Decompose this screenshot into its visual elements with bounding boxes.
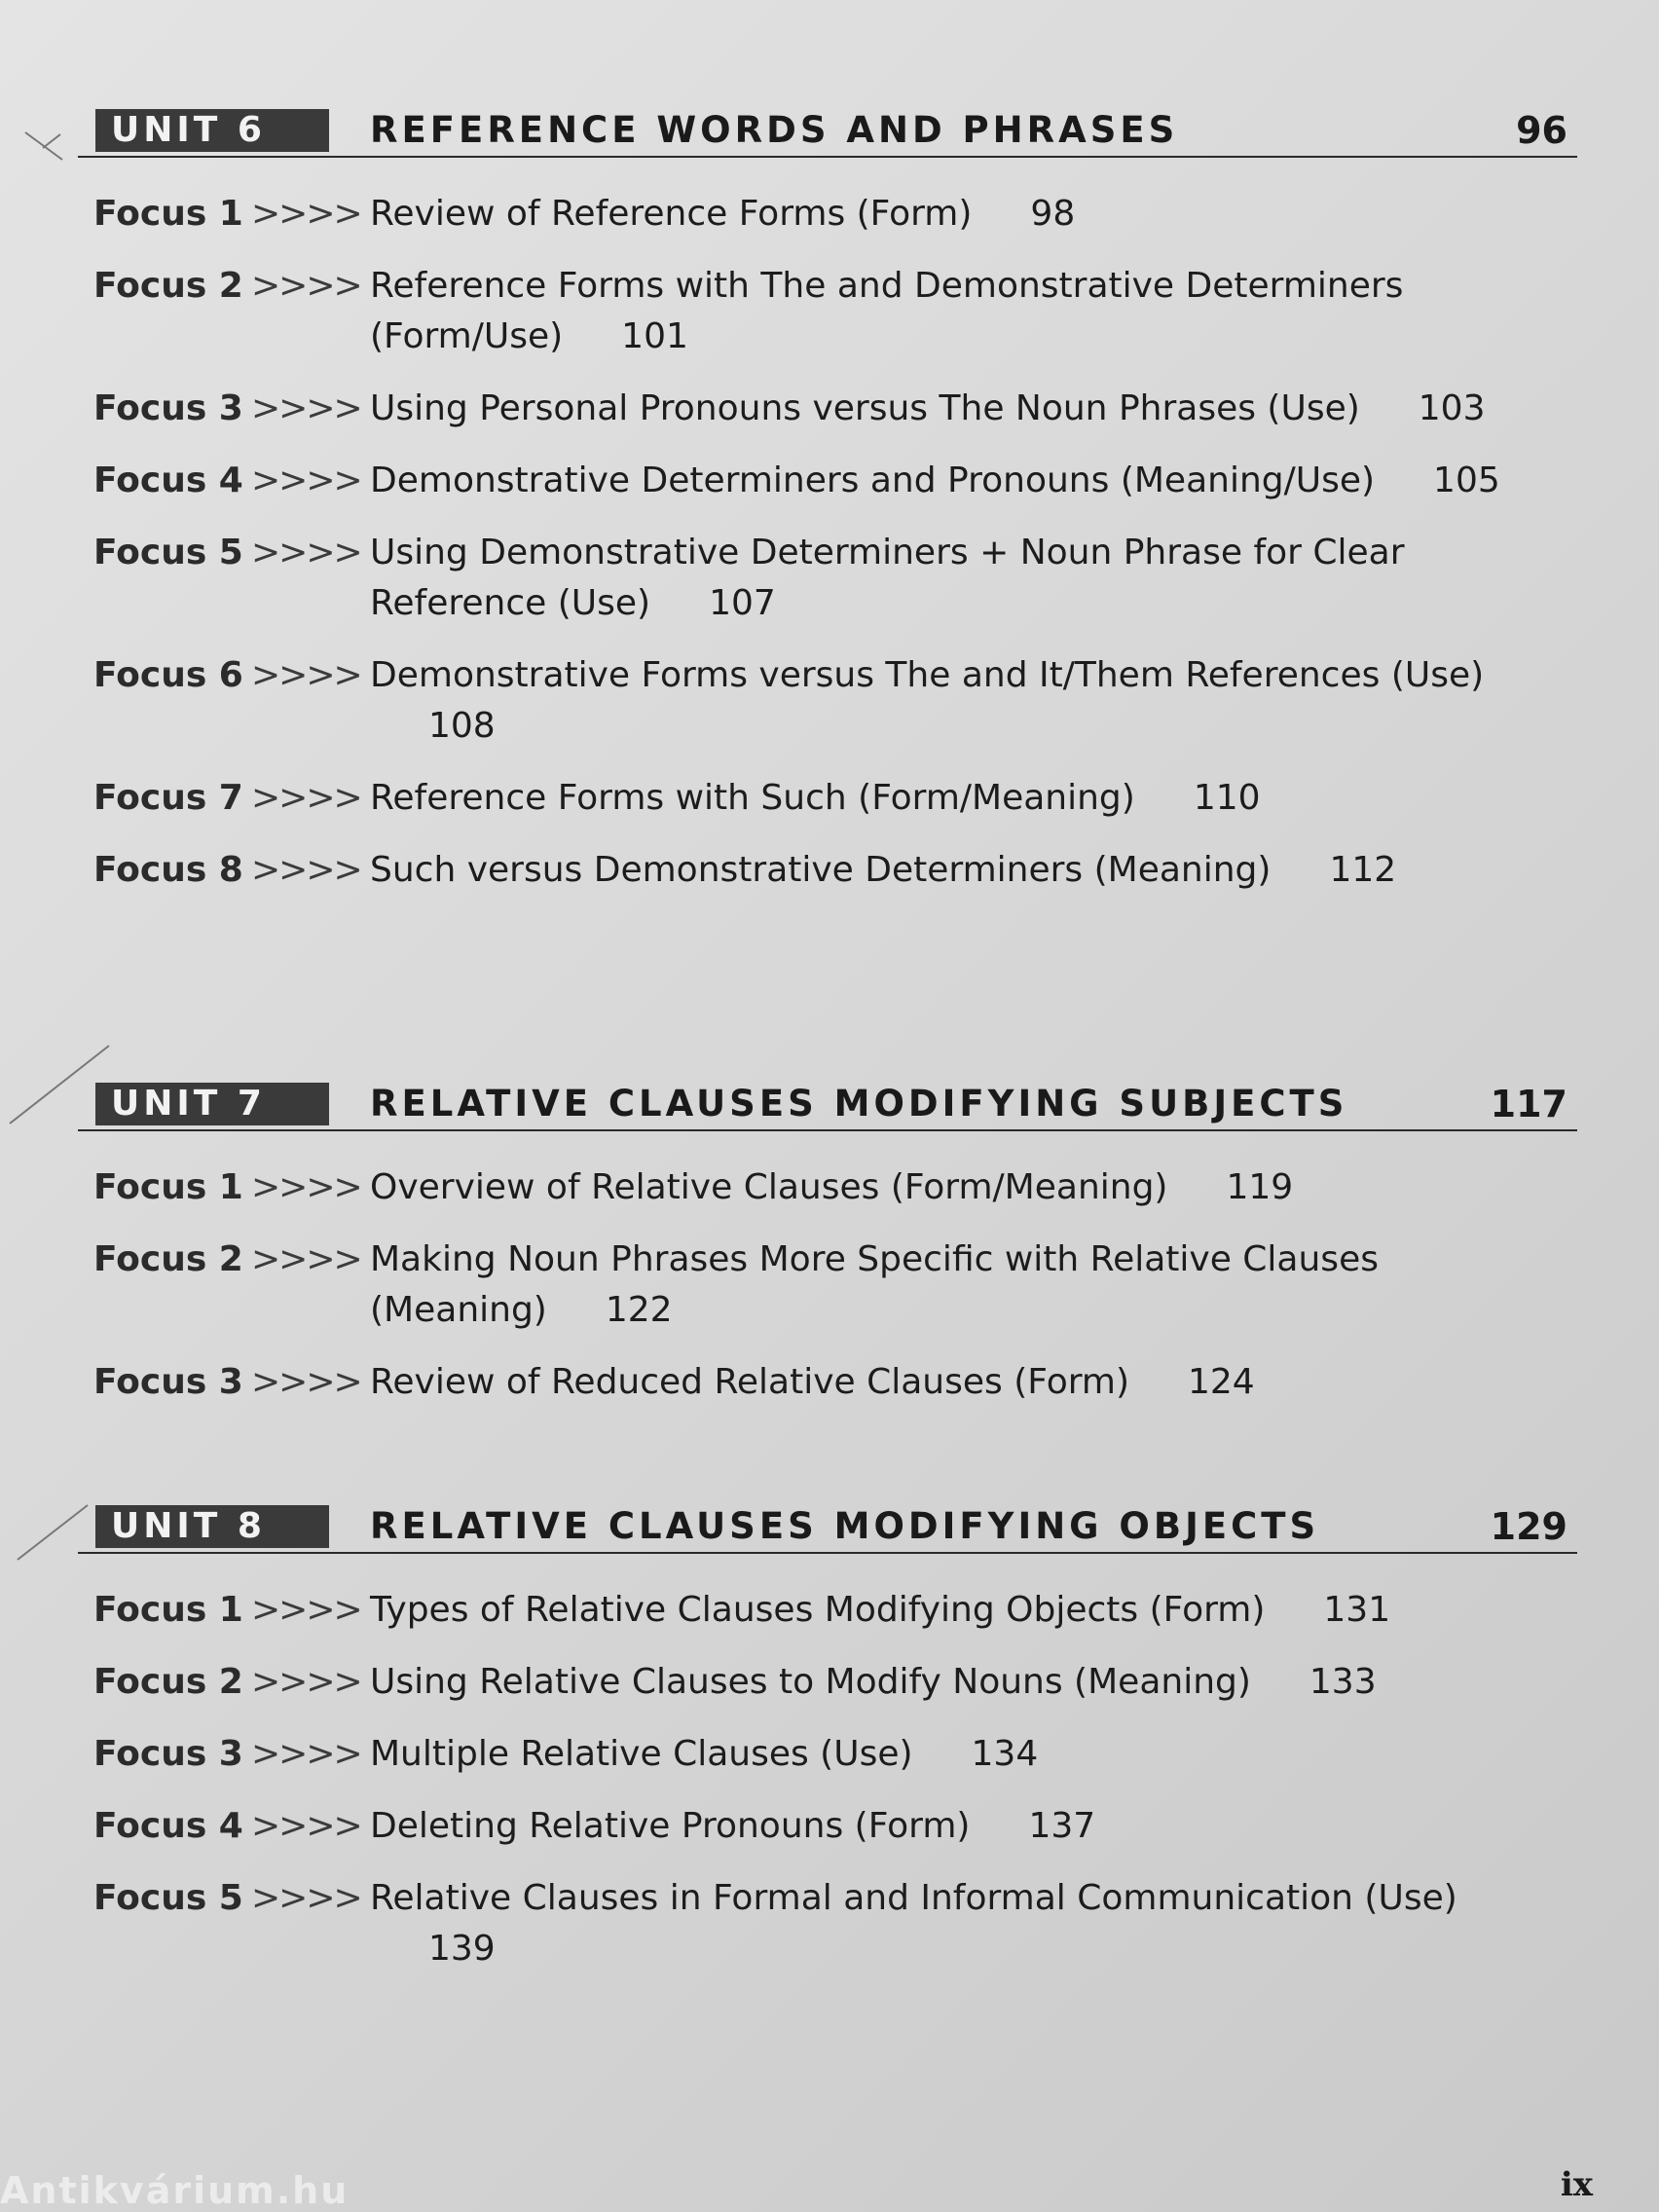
focus-title: Reference Forms with The and Demonstrative Determiners (Form/Use): [370, 266, 1404, 356]
focus-page-number: 103: [1418, 388, 1486, 428]
unit-page-number: 96: [1516, 109, 1567, 152]
unit-section: [78, 1083, 1577, 1429]
focus-entry[interactable]: [78, 1873, 1577, 1974]
arrows-icon: >>>>: [251, 850, 361, 890]
focus-page-number: 107: [709, 583, 776, 623]
focus-title: Using Relative Clauses to Modify Nouns (Meaning): [370, 1662, 1251, 1702]
arrows-icon: >>>>: [251, 1806, 361, 1846]
arrows-icon: >>>>: [251, 461, 361, 500]
arrows-icon: >>>>: [251, 194, 361, 234]
focus-page-number: 122: [605, 1290, 673, 1330]
unit-title: RELATIVE CLAUSES MODIFYING OBJECTS: [370, 1505, 1320, 1547]
focus-label: Focus 1: [93, 1167, 243, 1207]
focus-entry[interactable]: [78, 1357, 1577, 1408]
focus-entry[interactable]: [78, 1657, 1577, 1708]
focus-title: Such versus Demonstrative Determiners (Meaning): [370, 850, 1272, 890]
focus-entry[interactable]: [78, 384, 1577, 434]
focus-label: Focus 8: [93, 850, 243, 890]
focus-label: Focus 5: [93, 533, 243, 572]
arrows-icon: >>>>: [251, 1362, 361, 1402]
focus-list: [78, 1585, 1577, 1974]
focus-label: Focus 5: [93, 1878, 243, 1918]
focus-title: Types of Relative Clauses Modifying Objects (Form): [370, 1590, 1266, 1630]
unit-header: [78, 109, 1577, 158]
focus-title: Review of Reference Forms (Form): [370, 194, 973, 234]
unit-header: [78, 1505, 1577, 1554]
arrows-icon: >>>>: [251, 778, 361, 818]
focus-label: Focus 6: [93, 655, 243, 695]
focus-page-number: 124: [1188, 1362, 1255, 1402]
focus-title: Using Demonstrative Determiners + Noun Phrase for Clear Reference (Use): [370, 533, 1405, 623]
focus-list: [78, 189, 1577, 896]
focus-label: Focus 2: [93, 266, 243, 306]
focus-entry[interactable]: [78, 189, 1577, 240]
unit-title: RELATIVE CLAUSES MODIFYING SUBJECTS: [370, 1083, 1348, 1124]
arrows-icon: >>>>: [251, 1590, 361, 1630]
unit-page-number: 117: [1490, 1083, 1567, 1125]
focus-title: Using Personal Pronouns versus The Noun Phrases (Use): [370, 388, 1360, 428]
focus-title: Demonstrative Determiners and Pronouns (Meaning/Use): [370, 461, 1376, 500]
arrows-icon: >>>>: [251, 266, 361, 306]
focus-entry[interactable]: [78, 1585, 1577, 1636]
focus-entry[interactable]: [78, 1729, 1577, 1780]
focus-title: Reference Forms with Such (Form/Meaning): [370, 778, 1135, 818]
page-folio: ix: [1560, 2165, 1593, 2204]
focus-title: Multiple Relative Clauses (Use): [370, 1734, 913, 1774]
focus-entry[interactable]: [78, 261, 1577, 362]
focus-page-number: 105: [1433, 461, 1500, 500]
focus-title: Demonstrative Forms versus The and It/Them References (Use): [370, 655, 1485, 695]
focus-page-number: 110: [1193, 778, 1261, 818]
focus-label: Focus 4: [93, 461, 243, 500]
unit-section: [78, 1505, 1577, 1996]
unit-badge: UNIT 8: [95, 1505, 329, 1548]
focus-entry[interactable]: [78, 650, 1577, 752]
focus-entry[interactable]: [78, 456, 1577, 506]
focus-page-number: 98: [1030, 194, 1076, 234]
focus-entry[interactable]: [78, 1235, 1577, 1336]
arrows-icon: >>>>: [251, 655, 361, 695]
focus-page-number: 137: [1028, 1806, 1096, 1846]
focus-page-number: 108: [428, 706, 496, 746]
focus-page-number: 139: [428, 1929, 496, 1969]
pencil-check-mark: [21, 127, 70, 166]
arrows-icon: >>>>: [251, 533, 361, 572]
watermark-text: Antikvárium.hu: [0, 2169, 350, 2212]
arrows-icon: >>>>: [251, 1239, 361, 1279]
focus-label: Focus 3: [93, 388, 243, 428]
focus-label: Focus 2: [93, 1239, 243, 1279]
focus-title: Making Noun Phrases More Specific with Relative Clauses (Meaning): [370, 1239, 1379, 1330]
unit-badge: UNIT 6: [95, 109, 329, 152]
focus-page-number: 119: [1226, 1167, 1294, 1207]
unit-section: [78, 109, 1577, 917]
arrows-icon: >>>>: [251, 388, 361, 428]
focus-title: Overview of Relative Clauses (Form/Meaning): [370, 1167, 1168, 1207]
focus-label: Focus 1: [93, 1590, 243, 1630]
arrows-icon: >>>>: [251, 1878, 361, 1918]
focus-title: Deleting Relative Pronouns (Form): [370, 1806, 971, 1846]
arrows-icon: >>>>: [251, 1734, 361, 1774]
focus-page-number: 133: [1309, 1662, 1377, 1702]
focus-label: Focus 3: [93, 1362, 243, 1402]
unit-title: REFERENCE WORDS AND PHRASES: [370, 109, 1179, 151]
unit-page-number: 129: [1490, 1505, 1567, 1548]
focus-label: Focus 7: [93, 778, 243, 818]
focus-list: [78, 1162, 1577, 1408]
focus-page-number: 134: [971, 1734, 1039, 1774]
focus-label: Focus 4: [93, 1806, 243, 1846]
focus-title: Relative Clauses in Formal and Informal Communication (Use): [370, 1878, 1457, 1918]
focus-title: Review of Reduced Relative Clauses (Form): [370, 1362, 1129, 1402]
focus-entry[interactable]: [78, 528, 1577, 629]
focus-entry[interactable]: [78, 1801, 1577, 1852]
focus-label: Focus 1: [93, 194, 243, 234]
focus-page-number: 131: [1323, 1590, 1391, 1630]
focus-page-number: 112: [1329, 850, 1397, 890]
unit-badge: UNIT 7: [95, 1083, 329, 1125]
focus-label: Focus 2: [93, 1662, 243, 1702]
arrows-icon: >>>>: [251, 1167, 361, 1207]
focus-entry[interactable]: [78, 1162, 1577, 1213]
arrows-icon: >>>>: [251, 1662, 361, 1702]
focus-entry[interactable]: [78, 773, 1577, 824]
focus-page-number: 101: [621, 316, 688, 356]
focus-entry[interactable]: [78, 845, 1577, 896]
unit-header: [78, 1083, 1577, 1131]
focus-label: Focus 3: [93, 1734, 243, 1774]
